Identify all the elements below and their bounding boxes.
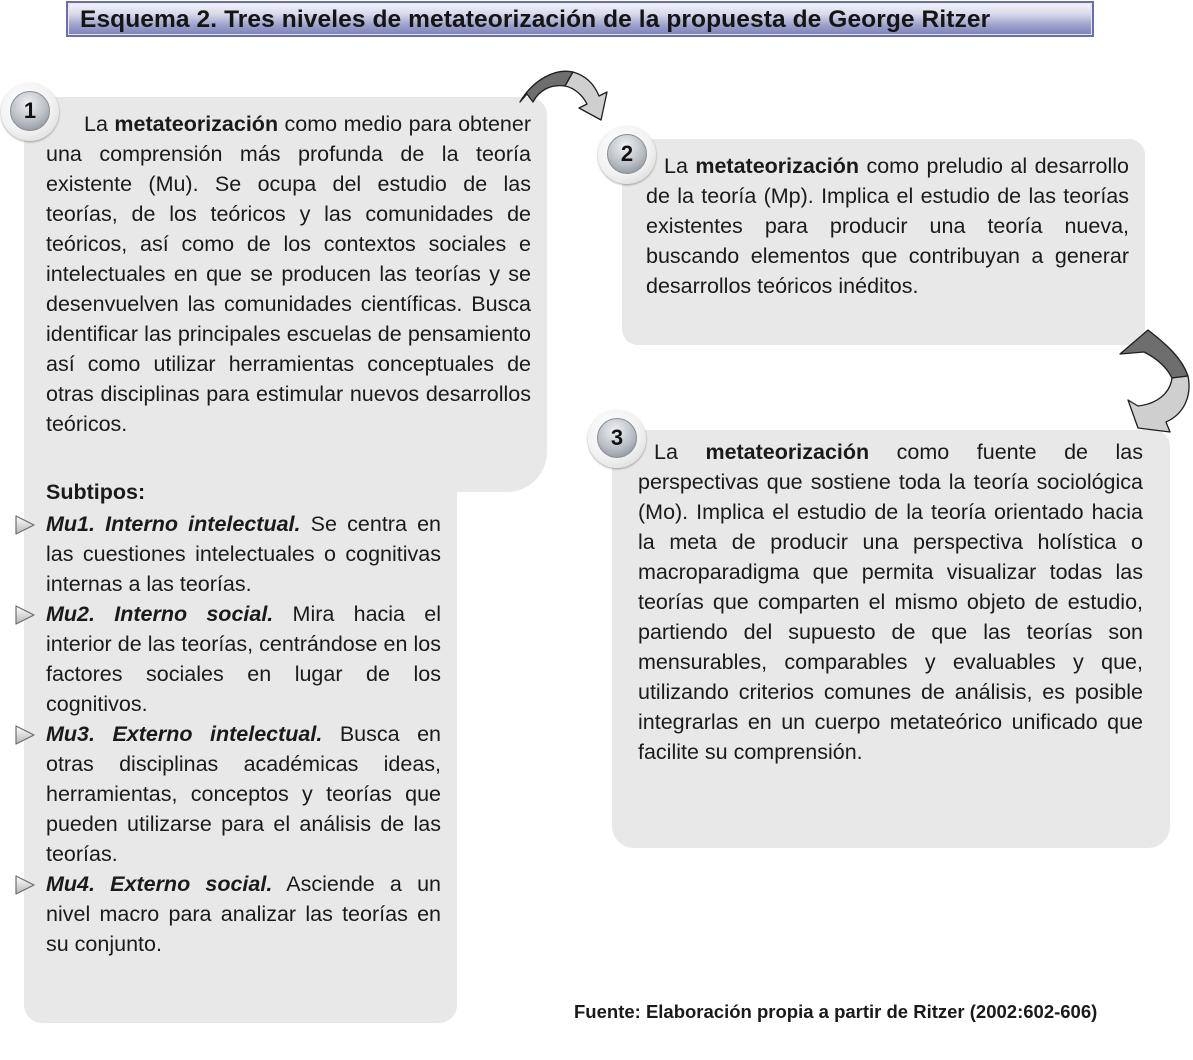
curved-arrow-icon — [1110, 328, 1193, 434]
diagram-title: Esquema 2. Tres niveles de metateorización de la propuesta de George Ritzer — [80, 6, 991, 33]
subtype-description: Busca en otras disciplinas académicas ideas, herramientas, conceptos y teorías que pueden utilizarse para el análisis de las teorías. — [46, 722, 441, 866]
subtype-item-mu3 — [46, 719, 441, 869]
level-2-text: La metateorización como preludio al desarrollo de la teoría (Mp). Implica el estudio de las teorías existentes para producir una teoría nueva, buscando elementos que contribuyan a generar desarrollos teóricos inéditos. — [646, 154, 1129, 298]
level-3-number-badge — [588, 410, 646, 468]
subtypes-label: Subtipos: — [46, 480, 146, 504]
number-circle-icon: 2 — [607, 134, 647, 174]
curved-arrow-icon — [515, 66, 610, 124]
subtype-description: Mira hacia el interior de las teorías, centrándose en los factores sociales en lugar de los cognitivos. — [46, 602, 441, 716]
triangle-right-icon — [14, 605, 36, 625]
subtype-term: Mu3. Externo intelectual. — [46, 722, 323, 746]
number-circle-icon: 3 — [597, 418, 637, 458]
level-2-number-badge — [598, 126, 656, 184]
level-3-text: La metateorización como fuente de las perspectivas que sostiene toda la teoría sociológica (Mo). Implica el estudio de la teoría orientado hacia la meta de producir una perspectiva holística o macroparadigma que permita visualizar todas las teorías que comparten el mismo objeto de estudio, partiendo del supuesto de que las teorías son mensurables, comparables y evaluables y que, utilizando criterios comunes de análisis, es posible integrarlas en un cuerpo metateórico unificado que facilite su comprensión. — [638, 440, 1143, 764]
level-1-text: La metateorización como medio para obtener una comprensión más profunda de la teoría existente (Mu). Se ocupa del estudio de las teorías, de los teóricos y las comunidades de teóricos, así como de los contextos sociales e intelectuales en que se producen las teorías y se desenvuelven las comunidades científicas. Busca identificar las principales escuelas de pensamiento así como utilizar herramientas conceptuales de otras disciplinas para estimular nuevos desarrollos teóricos. — [46, 112, 532, 436]
triangle-right-icon — [14, 875, 36, 895]
level-1-number-badge — [1, 83, 59, 141]
subtype-term: Mu2. Interno social. — [46, 602, 274, 626]
triangle-right-icon — [14, 725, 36, 745]
subtype-item-mu2 — [46, 599, 441, 719]
level-1-keyword: metateorización — [114, 112, 279, 136]
subtype-description: Asciende a un nivel macro para analizar las teorías en su conjunto. — [46, 872, 441, 956]
subtype-term: Mu4. Externo social. — [46, 872, 273, 896]
level-2-keyword: metateorización — [695, 154, 860, 178]
level-3-keyword: metateorización — [705, 440, 870, 464]
subtype-description: Se centra en las cuestiones intelectuales o cognitivas internas a las teorías. — [46, 512, 441, 596]
triangle-right-icon — [14, 515, 36, 535]
subtype-item-mu4 — [46, 869, 441, 959]
source-caption: Fuente: Elaboración propia a partir de Ritzer (2002:602-606) — [574, 1001, 1098, 1022]
number-circle-icon: 1 — [10, 91, 50, 131]
subtypes-list — [46, 509, 441, 959]
subtype-item-mu1 — [46, 509, 441, 599]
diagram-title-bar — [66, 1, 1094, 37]
subtype-term: Mu1. Interno intelectual. — [46, 512, 301, 536]
